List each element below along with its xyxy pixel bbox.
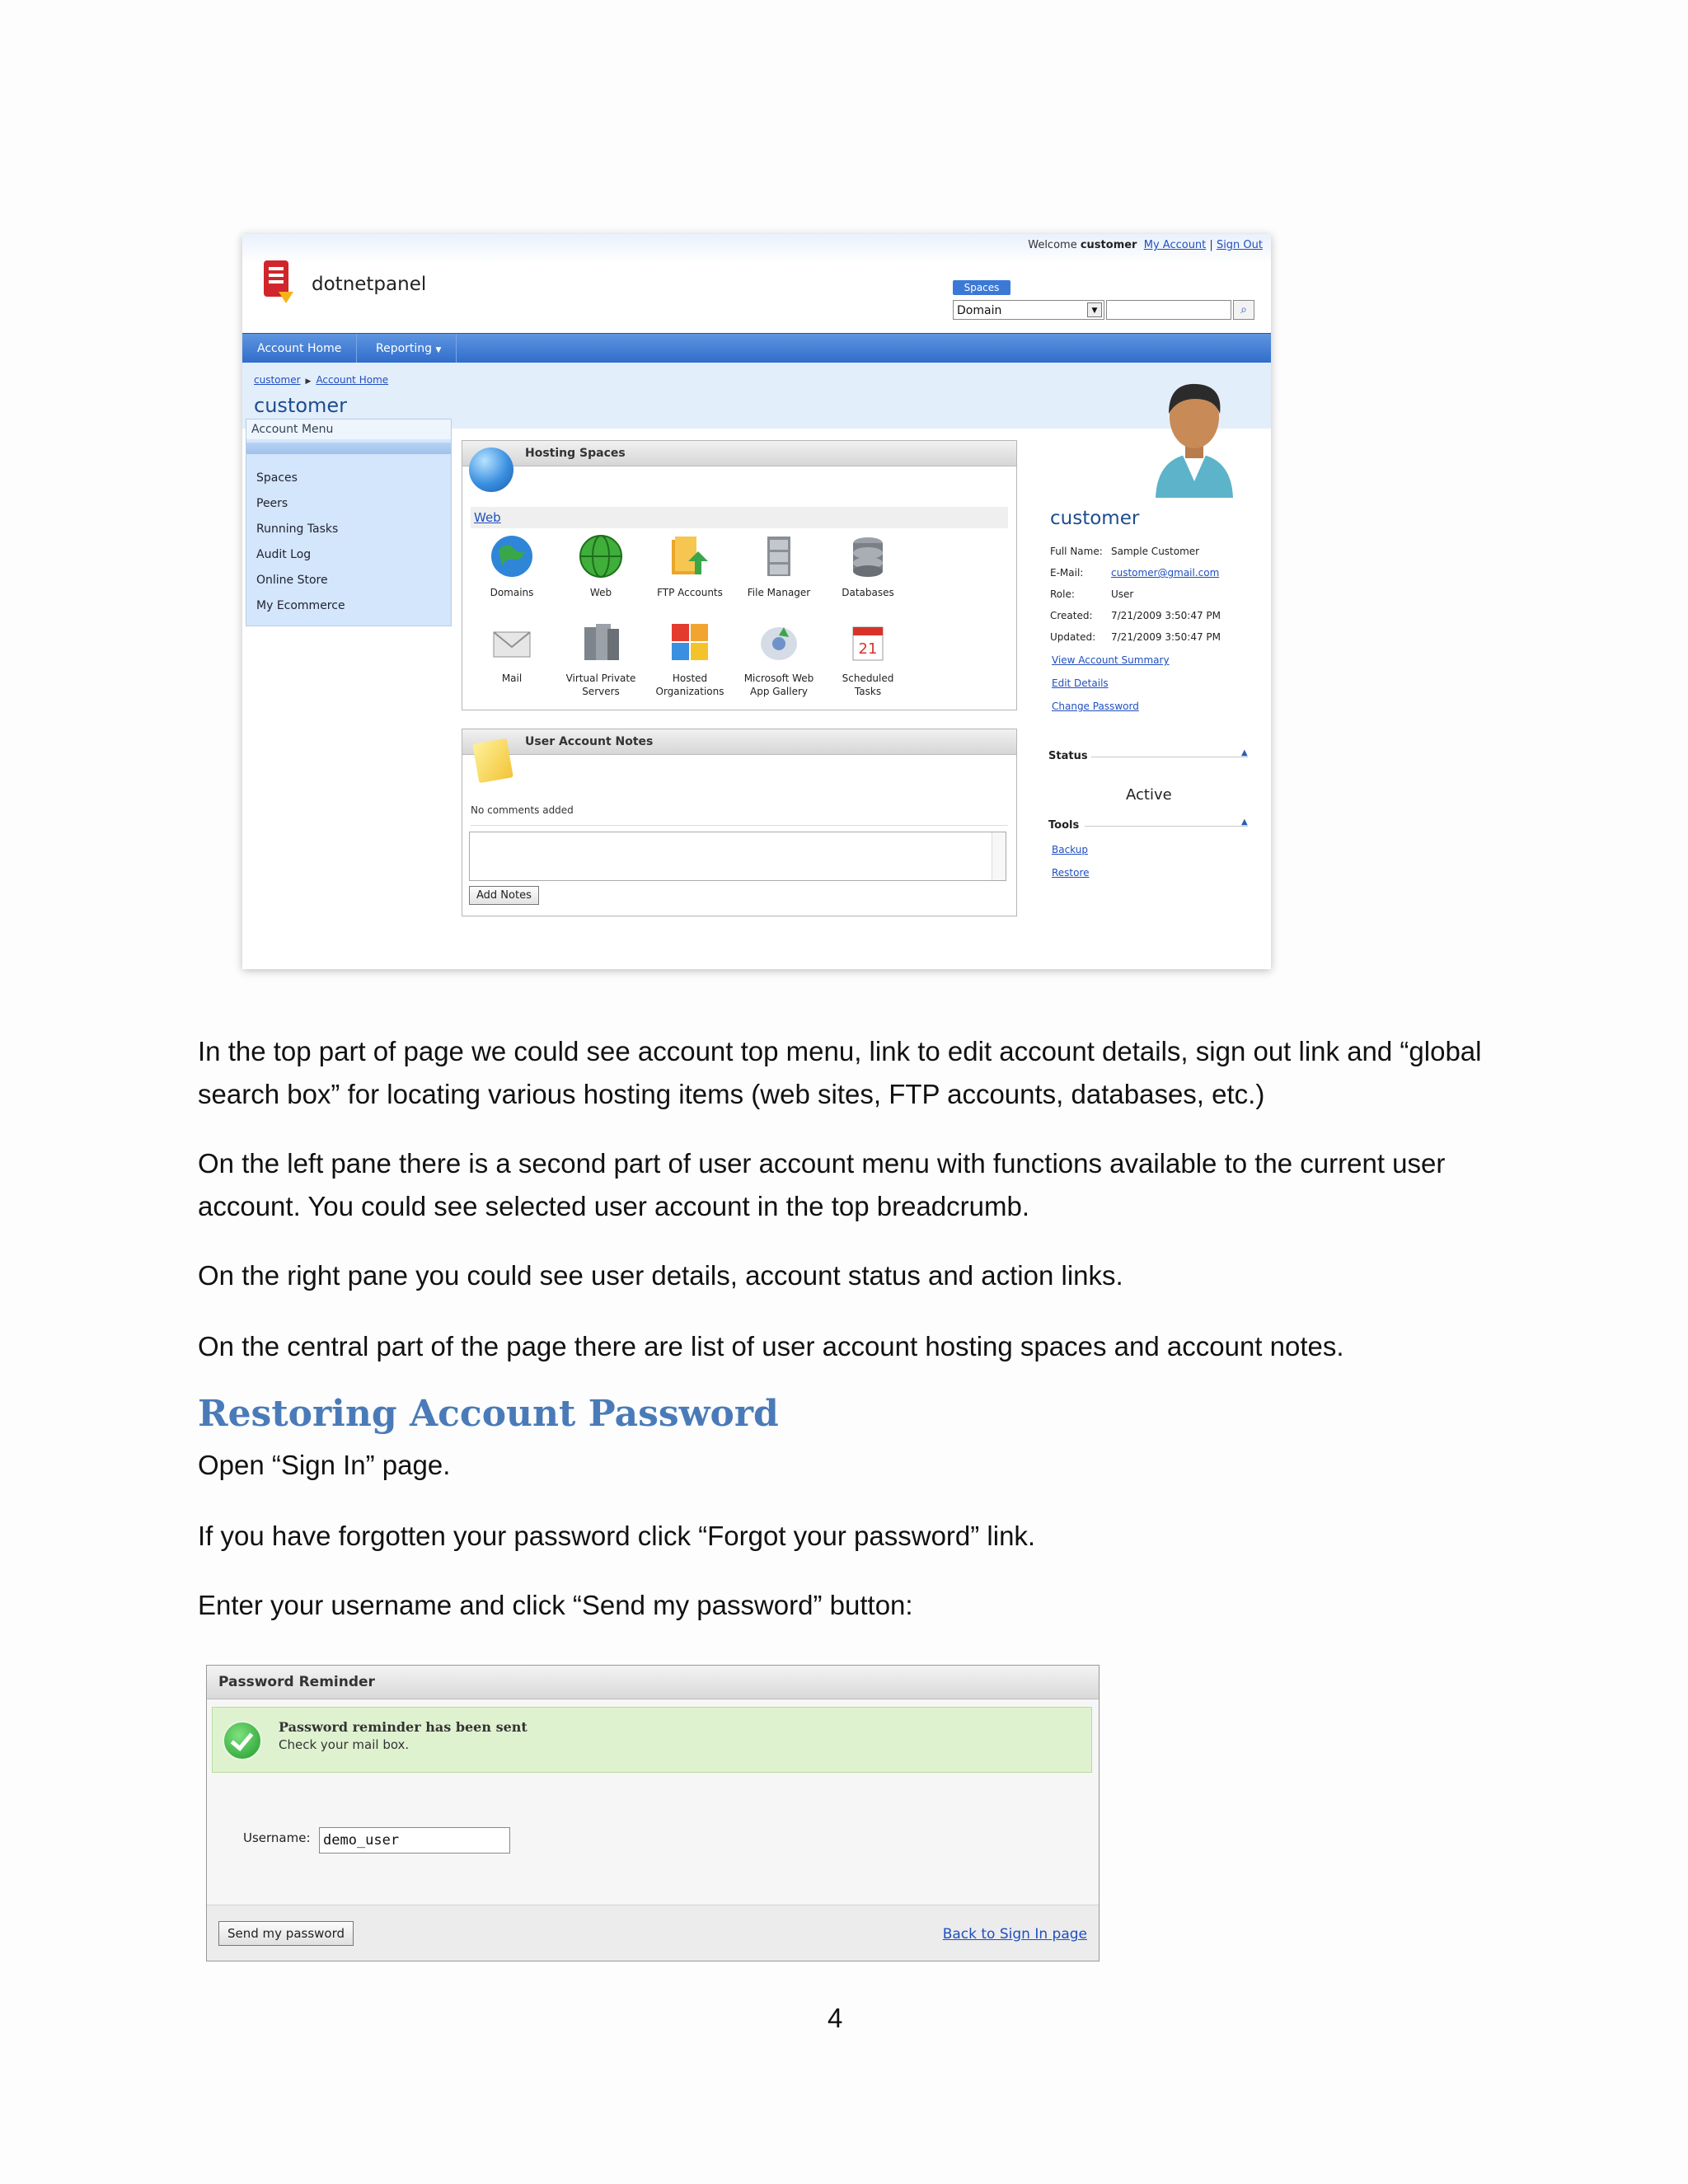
hosting-item-web[interactable]	[560, 533, 642, 599]
logo-text: dotnetpanel	[312, 274, 427, 295]
hosting-item-label: FTP Accounts	[657, 587, 723, 598]
search-button[interactable]	[1233, 300, 1254, 320]
hosting-item-virtual-private-servers[interactable]	[560, 619, 642, 698]
detail-value: 7/21/2009 3:50:47 PM	[1111, 610, 1221, 621]
detail-row	[1050, 562, 1221, 583]
menu-item-audit-log[interactable]: Audit Log	[256, 548, 312, 561]
no-comments-text: No comments added	[471, 795, 1008, 826]
file-cabinet-icon	[756, 533, 802, 579]
magnifier-icon: ⌕	[1240, 303, 1247, 316]
account-notes-panel	[462, 729, 1017, 916]
restore-link[interactable]: Restore	[1052, 867, 1090, 879]
search-type-value: Domain	[957, 304, 1002, 317]
tools-section-header: Tools	[1048, 819, 1080, 832]
menu-label: Reporting	[376, 342, 433, 355]
detail-key: Full Name:	[1050, 546, 1103, 557]
paragraph-enter-username: Enter your username and click “Send my password” button:	[198, 1590, 913, 1620]
my-account-link[interactable]: My Account	[1143, 239, 1207, 251]
account-top-menu	[242, 333, 1271, 363]
hosting-item-label: File Manager	[747, 587, 811, 598]
welcome-user: customer	[1080, 239, 1137, 251]
paragraph-left-pane: On the left pane there is a second part of user account menu with functions available to the current user account. You could see selected user account in the top breadcrumb.	[198, 1148, 1446, 1221]
link-separator: |	[1209, 239, 1213, 251]
mail-envelope-icon	[489, 619, 535, 665]
web-globe-icon	[578, 533, 624, 579]
paragraph-right-pane: On the right pane you could see user details, account status and action links.	[198, 1260, 1123, 1291]
success-message	[212, 1707, 1092, 1773]
detail-value: 7/21/2009 3:50:47 PM	[1111, 631, 1221, 643]
hosting-item-microsoft-web-app-gallery[interactable]	[738, 619, 820, 698]
user-name: customer	[1050, 508, 1140, 529]
hosting-item-label: App Gallery	[750, 686, 808, 697]
menu-divider	[246, 443, 451, 454]
page-number: 4	[828, 2003, 843, 2033]
backup-link[interactable]: Backup	[1052, 844, 1088, 855]
breadcrumb-customer[interactable]: customer	[254, 374, 301, 386]
detail-row	[1050, 626, 1221, 648]
detail-key: Created:	[1050, 610, 1093, 621]
calendar-icon	[845, 619, 891, 665]
detail-key: E-Mail:	[1050, 567, 1084, 579]
hosting-item-label: Hosted	[672, 673, 708, 684]
collapse-up-icon[interactable]: ▲	[1241, 748, 1248, 757]
hosting-item-label: Virtual Private	[565, 673, 636, 684]
paragraph-central-part: On the central part of the page there are list of user account hosting spaces and account notes.	[198, 1331, 1344, 1361]
menu-item-online-store[interactable]: Online Store	[256, 574, 328, 587]
account-home-screenshot	[242, 234, 1271, 969]
chevron-down-icon: ▼	[435, 346, 442, 354]
hosting-item-label: Databases	[842, 587, 894, 598]
hosting-item-scheduled-tasks[interactable]	[827, 619, 909, 698]
hosting-item-domains[interactable]	[471, 533, 553, 599]
database-icon	[845, 533, 891, 579]
success-title: Password reminder has been sent	[279, 1719, 528, 1735]
password-reminder-screenshot	[206, 1665, 1100, 1961]
menu-item-running-tasks[interactable]: Running Tasks	[256, 523, 339, 536]
hosting-item-hosted-organizations[interactable]	[649, 619, 731, 698]
chevron-down-icon[interactable]: ▼	[1087, 302, 1102, 317]
chevron-right-icon: ▶	[305, 377, 312, 386]
breadcrumb	[254, 374, 388, 386]
user-details	[1050, 541, 1221, 648]
menu-reporting[interactable]	[361, 334, 457, 363]
password-reminder-header: Password Reminder	[207, 1666, 1099, 1699]
section-divider	[1085, 826, 1248, 827]
hosting-item-file-manager[interactable]	[738, 533, 820, 599]
hosting-item-label: Domains	[490, 587, 534, 598]
detail-row	[1050, 605, 1221, 626]
svg-text:21: 21	[858, 640, 878, 658]
section-heading: Restoring Account Password	[198, 1393, 779, 1435]
change-password-link[interactable]: Change Password	[1052, 701, 1139, 712]
detail-key: Updated:	[1050, 631, 1096, 643]
page-title: customer	[254, 394, 348, 417]
welcome-text: Welcome	[1028, 239, 1077, 251]
detail-key: Role:	[1050, 588, 1075, 600]
success-check-icon	[223, 1721, 262, 1760]
spaces-search-tab[interactable]: Spaces	[953, 280, 1010, 295]
hosting-spaces-panel	[462, 440, 1017, 710]
hosting-item-databases[interactable]	[827, 533, 909, 599]
success-subtitle: Check your mail box.	[279, 1737, 410, 1752]
paragraph-open-sign-in: Open “Sign In” page.	[198, 1450, 451, 1480]
username-label: Username:	[243, 1830, 311, 1845]
detail-row	[1050, 583, 1221, 605]
space-row	[471, 507, 1008, 528]
user-avatar-icon	[1149, 374, 1240, 503]
sign-out-link[interactable]: Sign Out	[1216, 239, 1263, 251]
detail-value: Sample Customer	[1111, 546, 1200, 557]
search-type-select[interactable]	[953, 300, 1104, 320]
view-account-summary-link[interactable]: View Account Summary	[1052, 654, 1170, 666]
account-menu-header: Account Menu	[246, 419, 451, 439]
dotnetpanel-logo-icon	[262, 259, 295, 305]
hosting-item-label: Web	[589, 587, 612, 598]
globe-icon	[469, 448, 513, 492]
menu-item-my-ecommerce[interactable]: My Ecommerce	[256, 599, 345, 612]
servers-icon	[578, 619, 624, 665]
menu-item-spaces[interactable]: Spaces	[256, 471, 298, 485]
space-link-web[interactable]: Web	[474, 510, 501, 525]
menu-account-home[interactable]	[242, 334, 357, 363]
hosting-item-label: Microsoft Web	[743, 673, 814, 684]
status-section-header: Status	[1048, 750, 1088, 762]
edit-details-link[interactable]: Edit Details	[1052, 677, 1109, 689]
username-input[interactable]: demo_user	[319, 1827, 510, 1854]
menu-item-peers[interactable]: Peers	[256, 497, 288, 510]
hosting-item-label: Organizations	[655, 686, 724, 697]
collapse-up-icon[interactable]: ▲	[1241, 818, 1248, 827]
email-link[interactable]: customer@gmail.com	[1111, 567, 1220, 579]
scrollbar[interactable]	[992, 832, 1006, 880]
back-to-sign-in-link[interactable]: Back to Sign In page	[942, 1926, 1087, 1943]
hosting-item-label: Tasks	[854, 686, 882, 697]
detail-row	[1050, 541, 1221, 562]
hosting-item-label: Scheduled	[842, 673, 894, 684]
status-badge: Active	[1126, 786, 1172, 804]
breadcrumb-account-home[interactable]: Account Home	[316, 374, 389, 386]
account-notes-header: User Account Notes	[462, 729, 1016, 755]
detail-value: User	[1111, 588, 1134, 600]
account-menu	[246, 419, 452, 626]
web-app-gallery-icon	[756, 619, 802, 665]
hosting-item-label: Servers	[582, 686, 620, 697]
menu-label: Account Home	[257, 342, 342, 355]
welcome-bar	[1028, 239, 1263, 251]
hosting-item-ftp-accounts[interactable]	[649, 533, 731, 599]
paragraph-top-part: In the top part of page we could see account top menu, link to edit account details, sign out link and “global search box” for locating various hosting items (web sites, FTP accounts, databases, etc.)	[198, 1036, 1482, 1109]
sticky-note-icon	[472, 738, 513, 784]
organizations-icon	[667, 619, 713, 665]
hosting-spaces-header: Hosting Spaces	[462, 441, 1016, 466]
send-my-password-button[interactable]: Send my password	[218, 1921, 354, 1946]
notes-textarea[interactable]	[469, 832, 1006, 881]
ftp-folder-icon	[667, 533, 713, 579]
globe-icon	[489, 533, 535, 579]
hosting-item-mail[interactable]	[471, 619, 553, 685]
paragraph-forgot-password: If you have forgotten your password click “Forgot your password” link.	[198, 1521, 1036, 1551]
global-search-input[interactable]	[1106, 300, 1231, 320]
hosting-item-label: Mail	[501, 673, 523, 684]
add-notes-button[interactable]: Add Notes	[469, 886, 539, 905]
